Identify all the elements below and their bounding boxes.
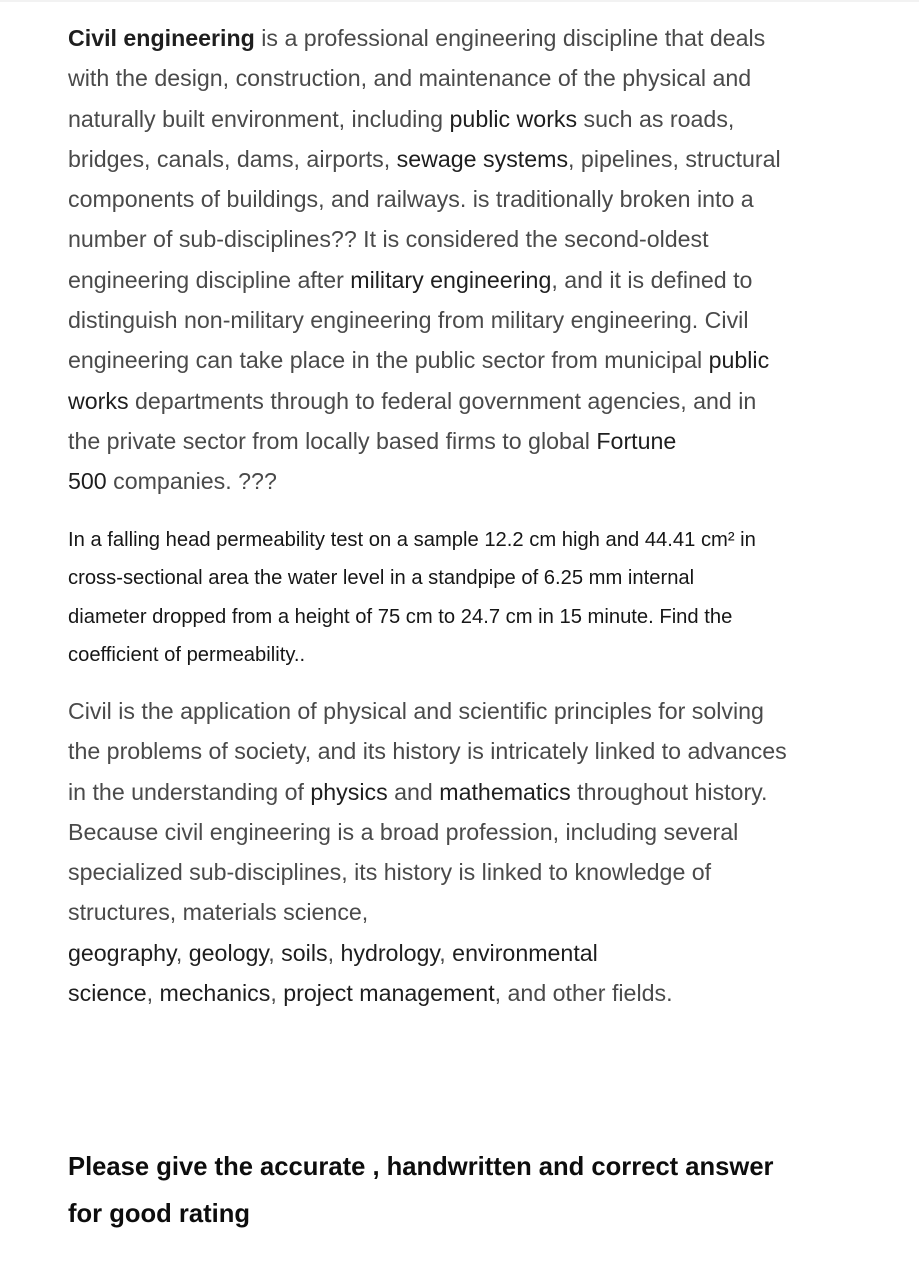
text-run: , [268,939,282,966]
paragraph2-line: cross-sectional area the water level in a standpipe of 6.25 mm internal [68,567,695,590]
paragraph2-line: diameter dropped from a height of 75 cm to 24.7 cm in 15 minute. Find the [68,605,733,628]
paragraph3-line [68,772,858,812]
text-run: specialized sub-disciplines, its history is linked to knowledge of [68,859,712,886]
text-run: bridges, canals, dams, airports, [68,145,397,172]
text-run: the private sector from locally based firms to global [68,427,597,454]
question-paragraph [68,521,858,674]
text-run: such as roads, [577,105,735,132]
paragraph2-line: In a falling head permeability test on a sample 12.2 cm high and 44.41 cm² in [68,529,756,551]
intro-paragraph [68,18,858,502]
text-run: Because civil engineering is a broad profession, including several [68,818,739,845]
paragraph3-line [68,731,858,771]
text-run: number of sub-disciplines?? It is considered the second-oldest [68,226,709,253]
text-run: engineering discipline after [68,266,351,293]
paragraph3-line [68,933,858,973]
history-paragraph [68,691,858,1013]
text-run: structures, materials science, [68,899,369,926]
paragraph1-line [68,260,858,300]
linked-term: mechanics [159,980,271,1007]
text-run: , [175,939,189,966]
request-line: Please give the accurate , handwritten and correct answer [68,1153,774,1181]
text-run: , [439,939,453,966]
text-run: companies. ??? [106,468,277,495]
paragraph1-line [68,18,858,58]
paragraph1-line [68,219,858,259]
text-run: departments through to federal government agencies, and in [128,387,757,414]
linked-term: public works [449,105,578,132]
paragraph1-line [68,179,858,219]
paragraph1-line [68,99,858,139]
text-run: the problems of society, and its history is intricately linked to advances [68,738,787,765]
paragraph1-line [68,381,858,421]
request-note [68,1144,858,1238]
text-run: Civil is the application of physical and scientific principles for solving [68,698,764,724]
text-run: , [146,980,160,1007]
linked-term: soils [281,939,328,966]
text-run: in the understanding of [68,778,311,805]
paragraph3-line [68,852,858,892]
request-line: for good rating [68,1200,250,1228]
paragraph1-line [68,461,858,501]
linked-term: works [68,387,129,414]
paragraph2-line: coefficient of permeability.. [68,643,306,666]
paragraph1-line [68,139,858,179]
text-run: , [327,939,341,966]
paragraph1-line [68,340,858,380]
linked-term: sewage systems [396,145,569,172]
paragraph1-line [68,421,858,461]
linked-term: project management [283,980,495,1007]
linked-term: mathematics [439,778,571,805]
text-run: naturally built environment, including [68,105,450,132]
linked-term: military engineering [350,266,552,293]
text-run: , pipelines, structural [568,145,781,172]
text-run: , [270,980,284,1007]
top-divider [0,0,919,2]
linked-term: science [68,980,147,1007]
linked-term: Fortune [596,427,677,454]
paragraph3-line [68,812,858,852]
linked-term: 500 [68,468,107,495]
paragraph1-line [68,58,858,98]
text-run: throughout history. [570,778,768,805]
text-run: , and other fields. [494,980,673,1007]
paragraph1-line [68,300,858,340]
text-run: with the design, construction, and maintenance of the physical and [68,65,752,92]
linked-term: geography [68,939,176,966]
text-run: and [387,778,440,805]
linked-term: environmental [452,939,598,966]
text-run: components of buildings, and railways. is traditionally broken into a [68,186,754,213]
linked-term: physics [310,778,388,805]
linked-term: geology [188,939,269,966]
linked-term: public [708,347,770,374]
text-run: engineering can take place in the public sector from municipal [68,347,709,374]
paragraph3-line [68,691,858,731]
text-run: , and it is defined to [551,266,753,293]
text-run: is a professional engineering discipline that deals [254,25,766,51]
paragraph3-line [68,892,858,932]
paragraph3-line [68,973,858,1013]
text-run: distinguish non-military engineering from military engineering. Civil [68,307,749,334]
bold-term: Civil engineering [68,25,255,51]
linked-term: hydrology [340,939,440,966]
